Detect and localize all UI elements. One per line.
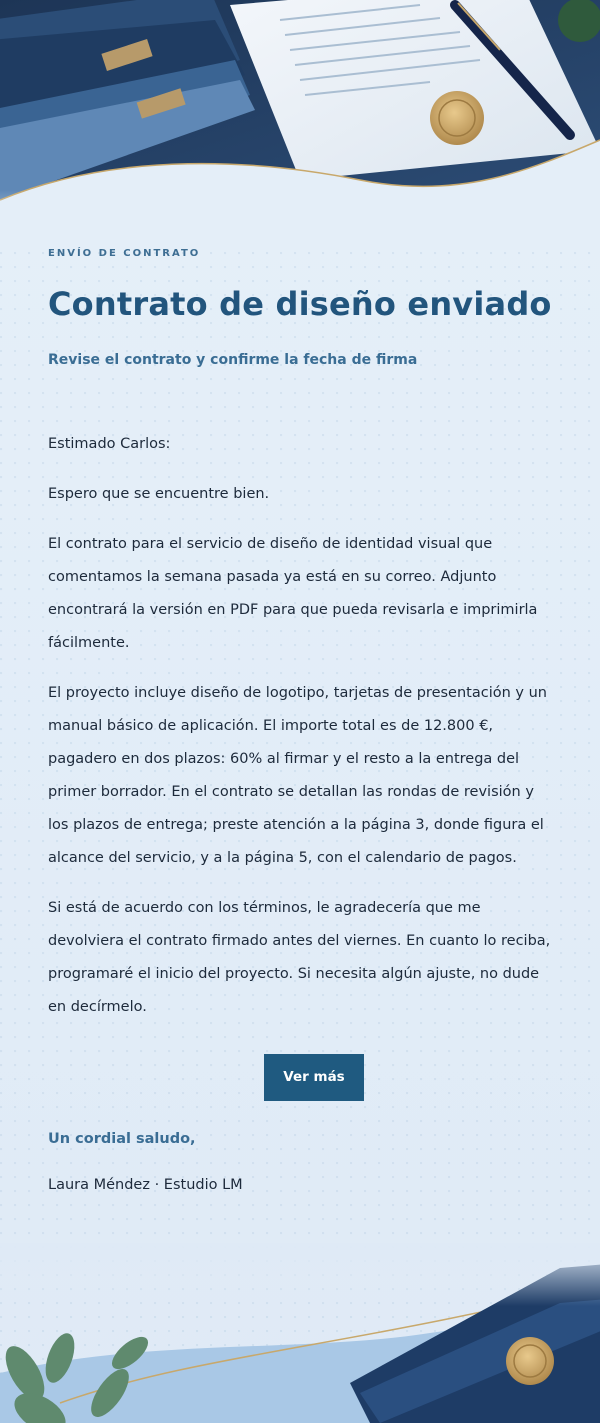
signature: Laura Méndez · Estudio LM	[48, 1177, 243, 1193]
paragraph-4: Si está de acuerdo con los términos, le agradecería que me devolviera el contrato firmado antes del viernes. En cuanto lo reciba, programaré el inicio del proyecto. Si necesita algún ajuste, no dude en decírmelo.	[48, 900, 551, 1015]
cta-wrapper	[48, 1054, 580, 1101]
paragraph-1: Espero que se encuentre bien.	[48, 486, 270, 502]
paragraph-3: El proyecto incluye diseño de logotipo, tarjetas de presentación y un manual básico de aplicación. El importe total es de 12.800 €, pagadero en dos plazos: 60% al firmar y el resto a la entrega del primer borrador. En el contrato se detallan las rondas de revisión y los plazos de entrega; preste atención a la página 3, donde figura el alcance del servicio, y a la página 5, con el calendario de pagos.	[48, 685, 547, 866]
subtitle: Revise el contrato y confirme la fecha de firma	[48, 352, 418, 368]
view-more-button[interactable]: Ver más	[264, 1054, 363, 1101]
paragraph-2: El contrato para el servicio de diseño de identidad visual que comentamos la semana pasada ya está en su correo. Adjunto encontrará la versión en PDF para que pueda revisarla e imprimirla fácilmente.	[48, 536, 538, 651]
page-title: Contrato de diseño enviado	[48, 285, 552, 323]
footer-image	[0, 1243, 600, 1423]
eyebrow-label: ENVÍO DE CONTRATO	[48, 248, 201, 259]
email-content	[48, 248, 558, 1195]
closing-salutation: Un cordial saludo,	[48, 1131, 196, 1147]
greeting: Estimado Carlos:	[48, 436, 171, 452]
header-image	[0, 0, 600, 250]
